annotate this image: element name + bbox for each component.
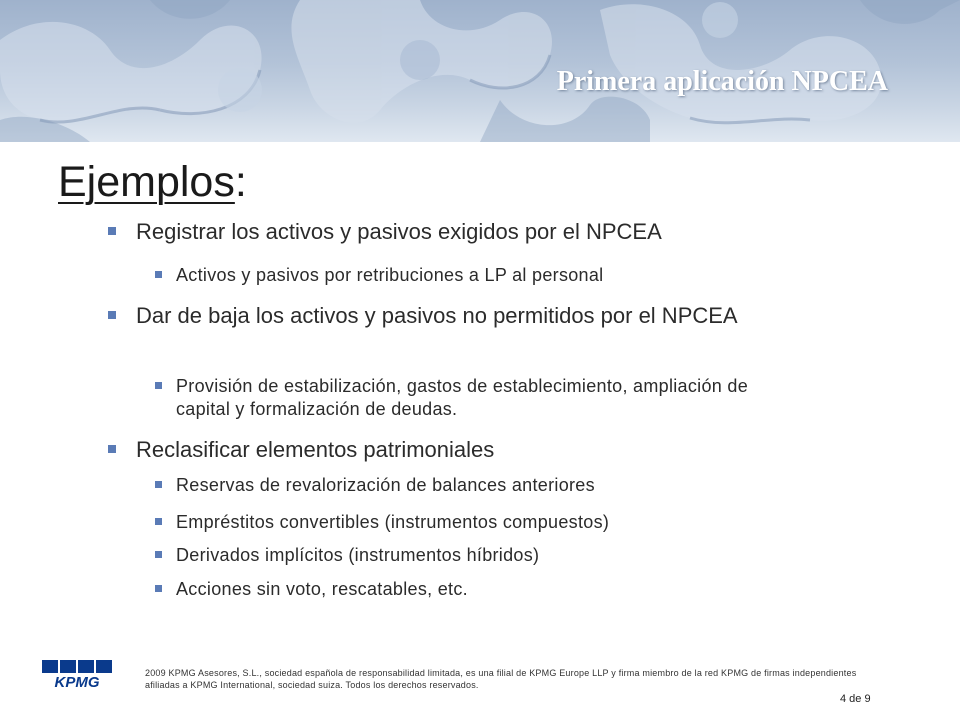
sub-bullet-text: Empréstitos convertibles (instrumentos compuestos) <box>176 512 610 532</box>
bullet-item <box>136 218 796 245</box>
sub-bullet-text: Activos y pasivos por retribuciones a LP al personal <box>176 265 604 285</box>
bullet-item <box>136 302 786 329</box>
header-title: Primera aplicación NPCEA <box>556 66 888 97</box>
page-number: 4 de 9 <box>840 693 871 705</box>
bullet-text: Reclasificar elementos patrimoniales <box>136 437 495 462</box>
sub-bullet-text: Reservas de revalorización de balances anteriores <box>176 475 595 495</box>
bullet-text: Registrar los activos y pasivos exigidos por el NPCEA <box>136 219 662 244</box>
sub-bullet-item <box>176 544 796 567</box>
sub-bullet-text: Provisión de estabilización, gastos de establecimiento, ampliación de capital y formalización de deudas. <box>176 376 749 419</box>
sub-bullet-item <box>176 375 776 421</box>
square-bullet-icon <box>155 551 162 558</box>
slide-heading <box>58 158 247 207</box>
square-bullet-icon <box>108 227 116 235</box>
footer-disclaimer: 2009 KPMG Asesores, S.L., sociedad española de responsabilidad limitada, es una filial de KPMG Europe LLP y firma miembro de la red KPMG de firmas independientes afiliadas a KPMG International, sociedad suiza. Todos los derechos reservados. <box>145 668 857 690</box>
square-bullet-icon <box>155 271 162 278</box>
sub-bullet-item <box>176 474 796 497</box>
square-bullet-icon <box>155 585 162 592</box>
square-bullet-icon <box>108 445 116 453</box>
square-bullet-icon <box>108 311 116 319</box>
heading-colon: : <box>234 158 247 206</box>
sub-bullet-item <box>176 578 796 601</box>
heading-word: Ejemplos <box>58 158 235 206</box>
square-bullet-icon <box>155 481 162 488</box>
header-banner <box>0 0 960 142</box>
sub-bullet-text: Derivados implícitos (instrumentos híbridos) <box>176 545 540 565</box>
kpmg-logo <box>42 660 112 688</box>
square-bullet-icon <box>155 518 162 525</box>
sub-bullet-text: Acciones sin voto, rescatables, etc. <box>176 579 468 599</box>
bullet-item <box>136 436 796 463</box>
bullet-text: Dar de baja los activos y pasivos no permitidos por el NPCEA <box>136 303 738 328</box>
sub-bullet-item <box>176 511 796 534</box>
sub-bullet-item <box>176 264 796 287</box>
square-bullet-icon <box>155 382 162 389</box>
kpmg-logo-text: KPMG <box>54 674 100 688</box>
